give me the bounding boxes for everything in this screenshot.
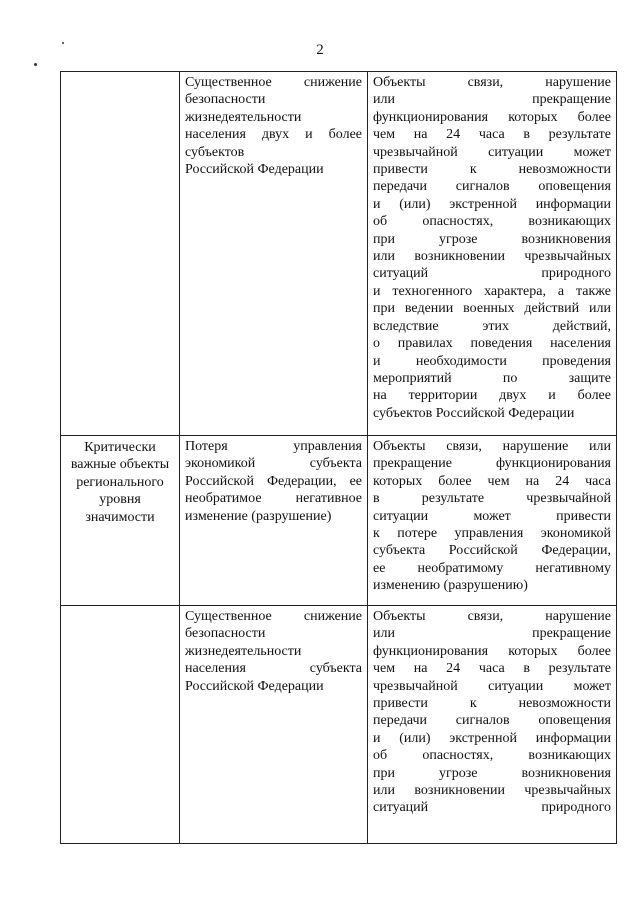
criterion-line: населения субъекта	[185, 661, 362, 677]
description-line: об опасностях, возникающих	[373, 748, 611, 764]
criterion-cell	[180, 436, 368, 606]
category-cell	[61, 606, 180, 844]
description-line: передачи сигналов оповещения	[373, 179, 611, 195]
description-cell	[368, 606, 617, 844]
scan-speck	[34, 63, 37, 66]
description-line: прекращение функционирования	[373, 456, 611, 472]
description-line: вследствие этих действий,	[373, 318, 611, 334]
category-cell	[61, 72, 180, 436]
category-line: важные объекты	[70, 457, 170, 473]
description-line: или возникновении чрезвычайных	[373, 783, 611, 799]
description-line: Объекты связи, нарушение или	[373, 439, 611, 454]
criterion-line: изменение (разрушение)	[185, 508, 332, 524]
criterion-line: безопасности	[185, 626, 266, 642]
category-line: уровня	[99, 492, 141, 508]
description-line: ситуации может привести	[373, 508, 611, 524]
description-line: чем на 24 часа в результате	[373, 661, 611, 677]
description-line: чрезвычайной ситуации может	[373, 678, 611, 694]
criterion-line: Существенное снижение	[185, 75, 362, 90]
description-line: при угрозе возникновения	[373, 231, 611, 247]
criterion-cell	[180, 606, 368, 844]
description-line: и техногенного характера, а также	[373, 283, 611, 299]
criterion-line: населения двух и более	[185, 127, 362, 143]
criterion-line: Потеря управления	[185, 439, 362, 454]
category-cell	[61, 436, 180, 606]
page-number: 2	[316, 42, 324, 58]
description-line: и (или) экстренной информации	[373, 730, 611, 746]
description-line: субъекта Российской Федерации,	[373, 543, 611, 559]
description-line: ее необратимому негативному	[373, 560, 611, 576]
description-line: привести к невозможности	[373, 696, 611, 712]
criterion-line: Российской Федерации	[185, 162, 324, 178]
description-line: привести к невозможности	[373, 162, 611, 178]
description-line: ситуаций природного	[373, 266, 611, 282]
category-line: регионального	[76, 474, 164, 490]
table-row	[61, 436, 617, 606]
description-line: функционирования которых более	[373, 109, 611, 125]
description-line: изменению (разрушению)	[373, 578, 528, 594]
criterion-line: жизнедеятельности	[185, 643, 302, 659]
description-line: ситуаций природного	[373, 800, 611, 816]
description-line: или возникновении чрезвычайных	[373, 249, 611, 265]
criterion-line: Российской Федерации, ее	[185, 473, 362, 489]
criterion-line: жизнедеятельности	[185, 109, 302, 125]
category-line: значимости	[85, 509, 155, 525]
description-line: Объекты связи, нарушение	[373, 75, 611, 90]
criterion-line: Существенное снижение	[185, 609, 362, 624]
description-line: Объекты связи, нарушение	[373, 609, 611, 624]
description-line: при ведении военных действий или	[373, 301, 611, 317]
description-line: в результате чрезвычайной	[373, 491, 611, 507]
criterion-line: безопасности	[185, 92, 266, 108]
criterion-line: экономикой субъекта	[185, 456, 362, 472]
table-row	[61, 606, 617, 844]
description-cell	[368, 72, 617, 436]
description-line: или прекращение	[373, 626, 611, 642]
description-line: о правилах поведения населения	[373, 336, 611, 352]
description-line: чем на 24 часа в результате	[373, 127, 611, 143]
scan-speck	[62, 42, 64, 44]
criterion-cell	[180, 72, 368, 436]
description-line: и необходимости проведения	[373, 353, 611, 369]
description-line: которых более чем на 24 часа	[373, 473, 611, 489]
criterion-line: субъектов	[185, 144, 245, 160]
description-line: и (или) экстренной информации	[373, 196, 611, 212]
description-line: об опасностях, возникающих	[373, 214, 611, 230]
description-line: функционирования которых более	[373, 643, 611, 659]
description-line: передачи сигналов оповещения	[373, 713, 611, 729]
category-line: Критически	[84, 440, 156, 455]
table-row	[61, 72, 617, 436]
criteria-table	[60, 71, 617, 844]
criterion-line: необратимое негативное	[185, 491, 362, 507]
criterion-line: Российской Федерации	[185, 678, 324, 694]
description-line: мероприятий по защите	[373, 370, 611, 386]
description-line: на территории двух и более	[373, 388, 611, 404]
description-line: чрезвычайной ситуации может	[373, 144, 611, 160]
description-cell	[368, 436, 617, 606]
description-line: субъектов Российской Федерации	[373, 405, 575, 421]
description-line: или прекращение	[373, 92, 611, 108]
description-line: к потере управления экономикой	[373, 526, 611, 542]
description-line: при угрозе возникновения	[373, 765, 611, 781]
